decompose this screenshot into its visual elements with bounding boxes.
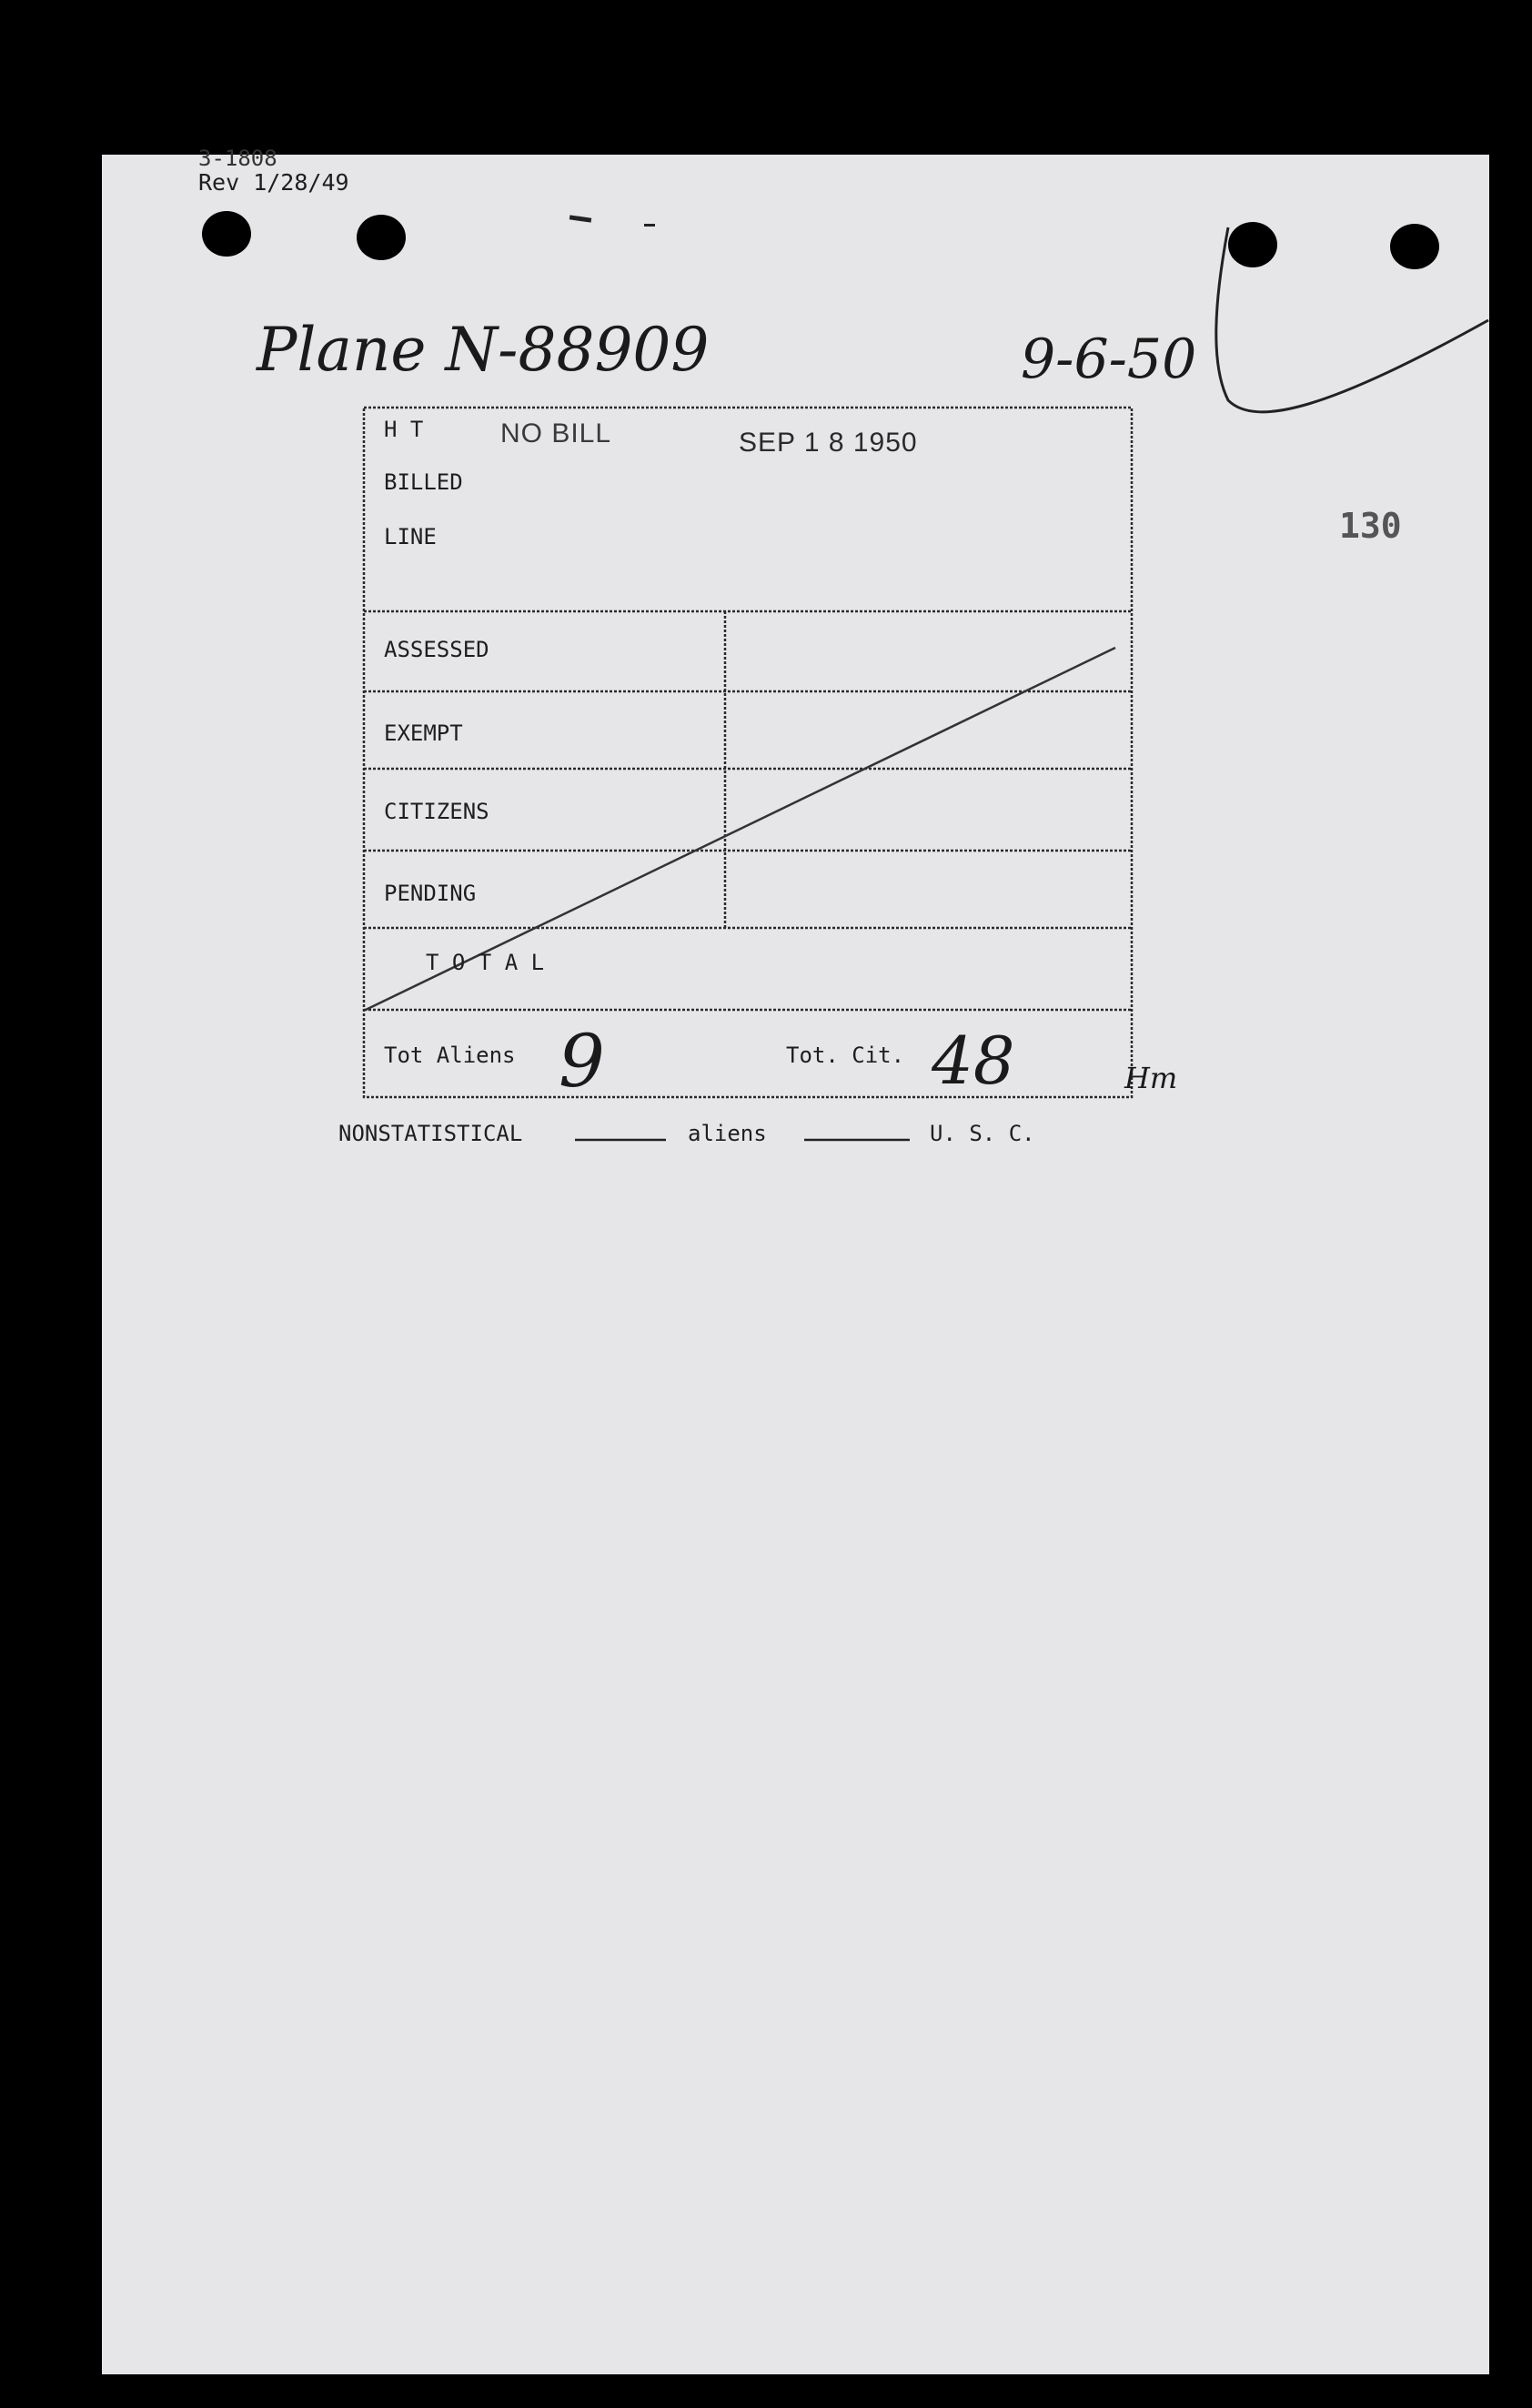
usc-label: U. S. C. bbox=[930, 1121, 1035, 1146]
line-label: LINE bbox=[384, 524, 437, 549]
initials-handwritten: Hm bbox=[1124, 1061, 1178, 1095]
tot-aliens-value: 9 bbox=[559, 1019, 605, 1103]
date-handwritten: 9-6-50 bbox=[1021, 327, 1197, 391]
billed-label: BILLED bbox=[384, 469, 463, 495]
total-label: T O T A L bbox=[426, 950, 545, 975]
scan-curve-mark bbox=[1216, 227, 1488, 412]
ht-label: H T bbox=[384, 417, 424, 442]
nonstatistical-label: NONSTATISTICAL bbox=[338, 1121, 523, 1146]
plane-number-handwritten: Plane N-88909 bbox=[257, 315, 710, 385]
pending-label: PENDING bbox=[384, 881, 477, 906]
aliens-label: aliens bbox=[688, 1121, 767, 1146]
exempt-label: EXEMPT bbox=[384, 720, 463, 746]
form-revision: Rev 1/28/49 bbox=[198, 169, 349, 196]
citizens-label: CITIZENS bbox=[384, 799, 489, 824]
received-date-stamp: SEP 1 8 1950 bbox=[739, 428, 918, 458]
tot-cit-value: 48 bbox=[932, 1023, 1015, 1099]
no-bill-stamp: NO BILL bbox=[500, 418, 612, 448]
form-number: 3-1808 bbox=[198, 146, 277, 171]
tot-cit-label: Tot. Cit. bbox=[786, 1043, 905, 1068]
tot-aliens-label: Tot Aliens bbox=[384, 1043, 516, 1068]
assessed-label: ASSESSED bbox=[384, 637, 489, 662]
page-number: 130 bbox=[1339, 506, 1402, 546]
